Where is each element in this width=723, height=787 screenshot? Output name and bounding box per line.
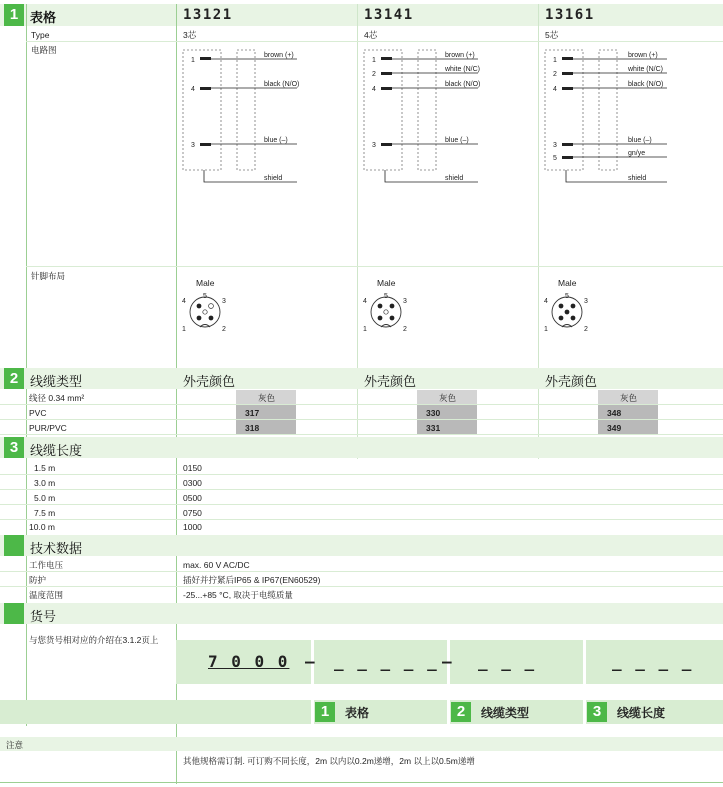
- row-line: [0, 489, 723, 490]
- row-line: [0, 434, 723, 435]
- pinout-label: 针脚布局: [31, 271, 66, 281]
- pinout-num-4: 4: [363, 298, 367, 305]
- cable-purpvc-13121: 318: [245, 423, 260, 433]
- row-line: [0, 519, 723, 520]
- order-hint: 与您货号相对应的介绍在3.1.2页上: [29, 635, 159, 645]
- wire-blue: blue (–): [628, 137, 652, 144]
- tech-value-voltage: max. 60 V AC/DC: [183, 560, 250, 570]
- section-1-title: 表格: [30, 10, 57, 25]
- circuit-diagram-13121: [180, 46, 355, 191]
- legend-label-2: 线缆类型: [481, 706, 530, 720]
- tech-title: 技术数据: [30, 541, 83, 556]
- pinout-num-1: 1: [363, 326, 367, 333]
- pinout-num-5: 5: [565, 293, 569, 300]
- wire-blue: blue (–): [264, 137, 288, 144]
- length-label: 7.5 m: [34, 508, 56, 518]
- pinout-num-2: 2: [584, 326, 588, 333]
- legend-sep: [311, 700, 314, 724]
- row-line: [26, 41, 723, 42]
- pinout-num-3: 3: [403, 298, 407, 305]
- note-text: 其他规格需订制. 可订购不同长度，2m 以内以0.2m递增，2m 以上以0.5m递增: [183, 756, 475, 766]
- legend-num-2: 2: [451, 702, 471, 722]
- section-2-number: 2: [4, 368, 24, 389]
- circuit-diagram-13141: [361, 46, 536, 191]
- length-label: 5.0 m: [34, 493, 56, 503]
- wire-white: white (N/C): [628, 66, 664, 73]
- circuit-label: 电路图: [31, 45, 57, 55]
- order-title: 货号: [30, 609, 57, 624]
- model-13141: 13141: [364, 7, 414, 23]
- order-sep: [583, 640, 586, 684]
- row-line: [0, 504, 723, 505]
- length-code: 0300: [183, 478, 202, 488]
- housing-color-13161: 外壳颜色: [545, 374, 598, 389]
- cable-color-13161: 灰色: [620, 393, 638, 403]
- row-line: [0, 404, 723, 405]
- pinout-num-2: 2: [403, 326, 407, 333]
- pin-label-5: 5: [553, 155, 557, 162]
- tech-marker: [4, 535, 24, 556]
- pin-label-2: 2: [372, 71, 376, 78]
- col-divider-2: [357, 4, 358, 459]
- type-13161: 5芯: [545, 30, 559, 40]
- pin-label-4: 4: [372, 86, 376, 93]
- tech-label-temperature: 温度范围: [29, 590, 64, 600]
- pinout-male-13121: Male: [196, 278, 215, 288]
- wire-shield: shield: [264, 175, 283, 182]
- cable-label-pvc: PVC: [29, 408, 47, 418]
- section-3-bar: [0, 437, 723, 458]
- housing-color-13121: 外壳颜色: [183, 374, 236, 389]
- legend-label-1: 表格: [345, 706, 370, 720]
- section-3-number: 3: [4, 437, 24, 458]
- pin-label-3: 3: [191, 142, 195, 149]
- note-bar: [0, 737, 723, 751]
- pinout-num-5: 5: [203, 293, 207, 300]
- cable-pvc-13141: 330: [426, 408, 441, 418]
- length-code: 0150: [183, 463, 202, 473]
- pin-label-1: 1: [553, 57, 557, 64]
- col-divider-3: [538, 4, 539, 459]
- pinout-num-5: 5: [384, 293, 388, 300]
- cable-purpvc-13161: 349: [607, 423, 622, 433]
- order-dash-1: –: [305, 652, 317, 671]
- pinout-num-4: 4: [182, 298, 186, 305]
- pin-label-2: 2: [553, 71, 557, 78]
- pinout-num-4: 4: [544, 298, 548, 305]
- pinout-connector-13161: [542, 291, 592, 335]
- model-13161: 13161: [545, 7, 595, 23]
- wire-black: black (N/O): [264, 81, 300, 88]
- row-line: [26, 266, 723, 267]
- section-1-bar: [0, 4, 723, 26]
- pin-label-1: 1: [372, 57, 376, 64]
- pinout-male-13141: Male: [377, 278, 396, 288]
- row-line: [0, 474, 723, 475]
- model-13121: 13121: [183, 7, 233, 23]
- wire-gnye: gn/ye: [628, 150, 646, 157]
- pinout-male-13161: Male: [558, 278, 577, 288]
- section-3-title: 线缆长度: [30, 443, 83, 458]
- order-blank-length: _ _ _ _: [612, 652, 694, 671]
- pinout-num-1: 1: [544, 326, 548, 333]
- wire-blue: blue (–): [445, 137, 469, 144]
- cable-pvc-13121: 317: [245, 408, 260, 418]
- order-dash-2: –: [442, 652, 454, 671]
- legend-sep: [583, 700, 586, 724]
- pinout-num-2: 2: [222, 326, 226, 333]
- cable-purpvc-13141: 331: [426, 423, 441, 433]
- tech-label-protection: 防护: [29, 575, 47, 585]
- note-title: 注意: [6, 740, 24, 750]
- length-code: 1000: [183, 522, 202, 532]
- length-label: 10.0 m: [29, 522, 55, 532]
- wire-brown: brown (+): [445, 52, 475, 59]
- section-1-number: 1: [4, 4, 24, 26]
- wire-white: white (N/C): [445, 66, 481, 73]
- order-prefix: 7 0 0 0: [208, 652, 290, 671]
- pinout-connector-13141: [361, 291, 411, 335]
- wire-shield: shield: [445, 175, 464, 182]
- pinout-num-1: 1: [182, 326, 186, 333]
- legend-num-1: 1: [315, 702, 335, 722]
- length-code: 0500: [183, 493, 202, 503]
- length-label: 3.0 m: [34, 478, 56, 488]
- row-line: [0, 571, 723, 572]
- pin-label-4: 4: [191, 86, 195, 93]
- tech-bar: [0, 535, 723, 556]
- cable-color-13121: 灰色: [258, 393, 276, 403]
- pinout-num-3: 3: [584, 298, 588, 305]
- type-label: Type: [31, 30, 50, 40]
- pin-label-3: 3: [553, 142, 557, 149]
- type-13121: 3芯: [183, 30, 197, 40]
- order-marker: [4, 603, 24, 624]
- pinout-connector-13121: [180, 291, 230, 335]
- order-bar: [0, 603, 723, 624]
- legend-label-3: 线缆长度: [617, 706, 666, 720]
- row-line: [0, 586, 723, 587]
- tech-value-temperature: -25...+85 °C, 取决于电缆质量: [183, 590, 293, 600]
- length-code: 0750: [183, 508, 202, 518]
- bottom-line: [0, 782, 723, 783]
- pinout-num-3: 3: [222, 298, 226, 305]
- tech-label-voltage: 工作电压: [29, 560, 64, 570]
- order-blank-table: _ _ _ _ _: [334, 652, 439, 671]
- cable-label-purpvc: PUR/PVC: [29, 423, 67, 433]
- section-2-bar: [0, 368, 723, 389]
- length-label: 1.5 m: [34, 463, 56, 473]
- tech-value-protection: 插好并拧紧后IP65 & IP67(EN60529): [183, 575, 321, 585]
- pin-label-3: 3: [372, 142, 376, 149]
- cable-label-diameter: 线径 0.34 mm²: [29, 393, 85, 403]
- legend-sep: [447, 700, 450, 724]
- order-blank-cable: _ _ _: [478, 652, 537, 671]
- legend-num-3: 3: [587, 702, 607, 722]
- wire-black: black (N/O): [628, 81, 664, 88]
- wire-brown: brown (+): [628, 52, 658, 59]
- type-13141: 4芯: [364, 30, 378, 40]
- section-2-title: 线缆类型: [30, 374, 83, 389]
- housing-color-13141: 外壳颜色: [364, 374, 417, 389]
- wire-brown: brown (+): [264, 52, 294, 59]
- wire-black: black (N/O): [445, 81, 481, 88]
- wire-shield: shield: [628, 175, 647, 182]
- row-line: [0, 419, 723, 420]
- cable-pvc-13161: 348: [607, 408, 622, 418]
- cable-color-13141: 灰色: [439, 393, 457, 403]
- circuit-diagram-13161: [542, 46, 717, 191]
- pin-label-4: 4: [553, 86, 557, 93]
- pin-label-1: 1: [191, 57, 195, 64]
